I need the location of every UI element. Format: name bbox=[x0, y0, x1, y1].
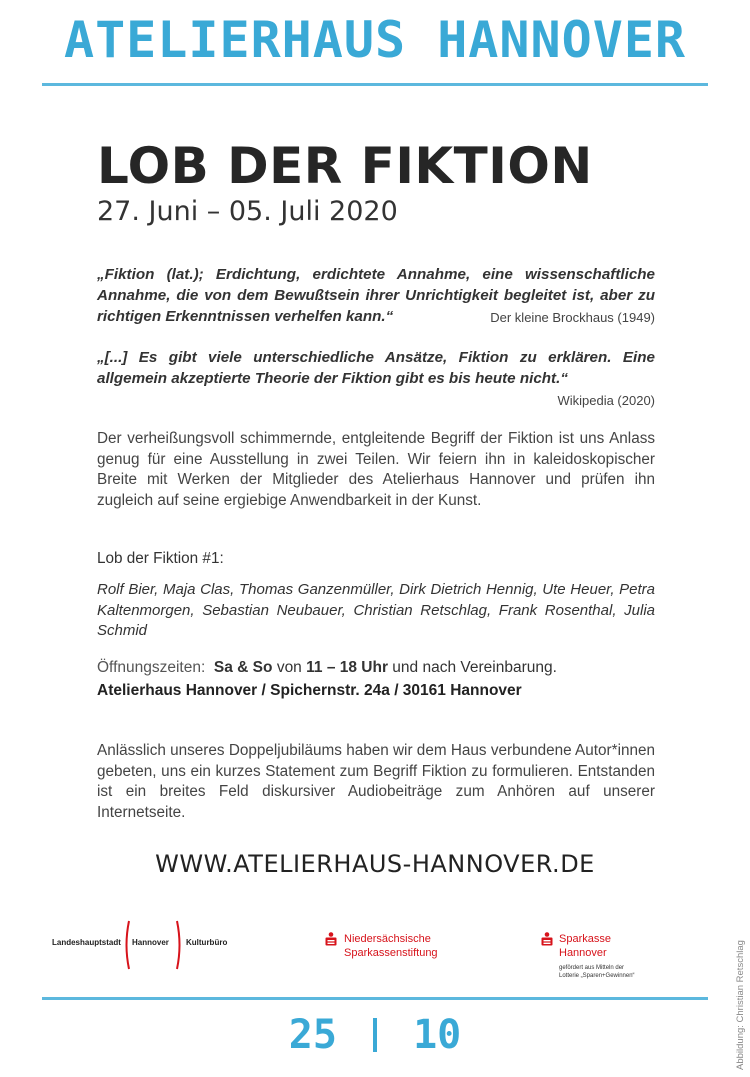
hours-von: von bbox=[276, 659, 302, 676]
footer-divider bbox=[373, 1018, 377, 1052]
city-bracket-icon bbox=[176, 920, 182, 970]
footer-left-number: 25 bbox=[288, 1012, 337, 1058]
sparkasse-s-icon bbox=[541, 932, 553, 946]
sponsor-bank-logo bbox=[541, 930, 661, 986]
website-link[interactable]: WWW.ATELIERHAUS-HANNOVER.DE bbox=[155, 850, 595, 878]
sparkasse-s-icon bbox=[325, 932, 337, 946]
event-dates: 27. Juni – 05. Juli 2020 bbox=[97, 196, 398, 227]
hours-rest: und nach Vereinbarung. bbox=[392, 659, 557, 676]
outro-paragraph: Anlässlich unseres Doppeljubiläums haben wir dem Haus verbundene Autor*innen gebeten, uns ein kurzes Statement zum Begriff Fiktion zu formulieren. Entstanden ist ein breites Feld diskursiver Audiobeiträge zum Anhören auf unserer Internetseite. bbox=[97, 742, 655, 821]
city-right-text: Kulturbüro bbox=[186, 938, 228, 947]
bank-line2: Hannover bbox=[559, 947, 607, 959]
city-center-text: Hannover bbox=[132, 938, 169, 947]
foundation-line1: Niedersächsische bbox=[344, 933, 431, 945]
sponsor-city-logo bbox=[52, 918, 232, 970]
quote-source: Der kleine Brockhaus (1949) bbox=[490, 310, 655, 325]
photo-credit: Abbildung: Christian Retschlag bbox=[735, 940, 746, 1070]
bank-note1: gefördert aus Mitteln der bbox=[559, 965, 625, 971]
quote-text: „[...] Es gibt viele unterschiedliche Ansätze, Fiktion zu erklären. Eine allgemein akzeptierte Theorie der Fiktion gibt es bis heute nicht.“ bbox=[97, 349, 655, 387]
foundation-line2: Sparkassenstiftung bbox=[344, 947, 438, 959]
city-left-text: Landeshauptstadt bbox=[52, 938, 121, 947]
hours-time: 11 – 18 Uhr bbox=[306, 659, 388, 676]
quote-source: Wikipedia (2020) bbox=[557, 393, 655, 408]
footer-right-number: 10 bbox=[413, 1012, 462, 1058]
sponsor-foundation-logo bbox=[325, 930, 465, 966]
city-bracket-icon bbox=[124, 920, 130, 970]
quote-brockhaus bbox=[97, 264, 655, 328]
footer-anniversary bbox=[0, 1012, 750, 1058]
quote-text: „Fiktion (lat.); Erdichtung, erdichtete Annahme, eine wissenschaftliche Annahme, die von dem Bewußtsein ihrer Unrichtigkeit begleitet ist, aber zu richtigen Erkenntnissen verhelfen kann.“ bbox=[97, 266, 655, 325]
address: Atelierhaus Hannover / Spichernstr. 24a / 30161 Hannover bbox=[97, 682, 522, 699]
hours-label: Öffnungszeiten: bbox=[97, 659, 206, 676]
header-rule bbox=[42, 83, 708, 86]
bank-line1: Sparkasse bbox=[559, 933, 611, 945]
event-title: LOB DER FIKTION bbox=[97, 137, 593, 195]
header-title: ATELIERHAUS HANNOVER bbox=[63, 11, 687, 69]
hours-days: Sa & So bbox=[213, 659, 273, 676]
part-heading: Lob der Fiktion #1: bbox=[97, 550, 224, 567]
intro-paragraph: Der verheißungsvoll schimmernde, entgleitende Begriff der Fiktion ist uns Anlass genug für eine Ausstellung in zwei Teilen. Wir feiern ihn in kaleidoskopischer Breite mit Werken der Mitglieder des Atelierhaus Hannover und prüfen ihn zugleich auf seine ergiebige Anwendbarkeit in der Kunst. bbox=[97, 430, 655, 509]
footer-rule bbox=[42, 997, 708, 1000]
quote-wikipedia bbox=[97, 347, 655, 411]
bank-note2: Lotterie „Sparen+Gewinnen“ bbox=[559, 973, 635, 979]
opening-hours bbox=[97, 657, 557, 679]
artist-list: Rolf Bier, Maja Clas, Thomas Ganzenmüller, Dirk Dietrich Hennig, Ute Heuer, Petra Kaltenmorgen, Sebastian Neubauer, Christian Retschlag, Frank Rosenthal, Julia Schmid bbox=[97, 581, 655, 639]
